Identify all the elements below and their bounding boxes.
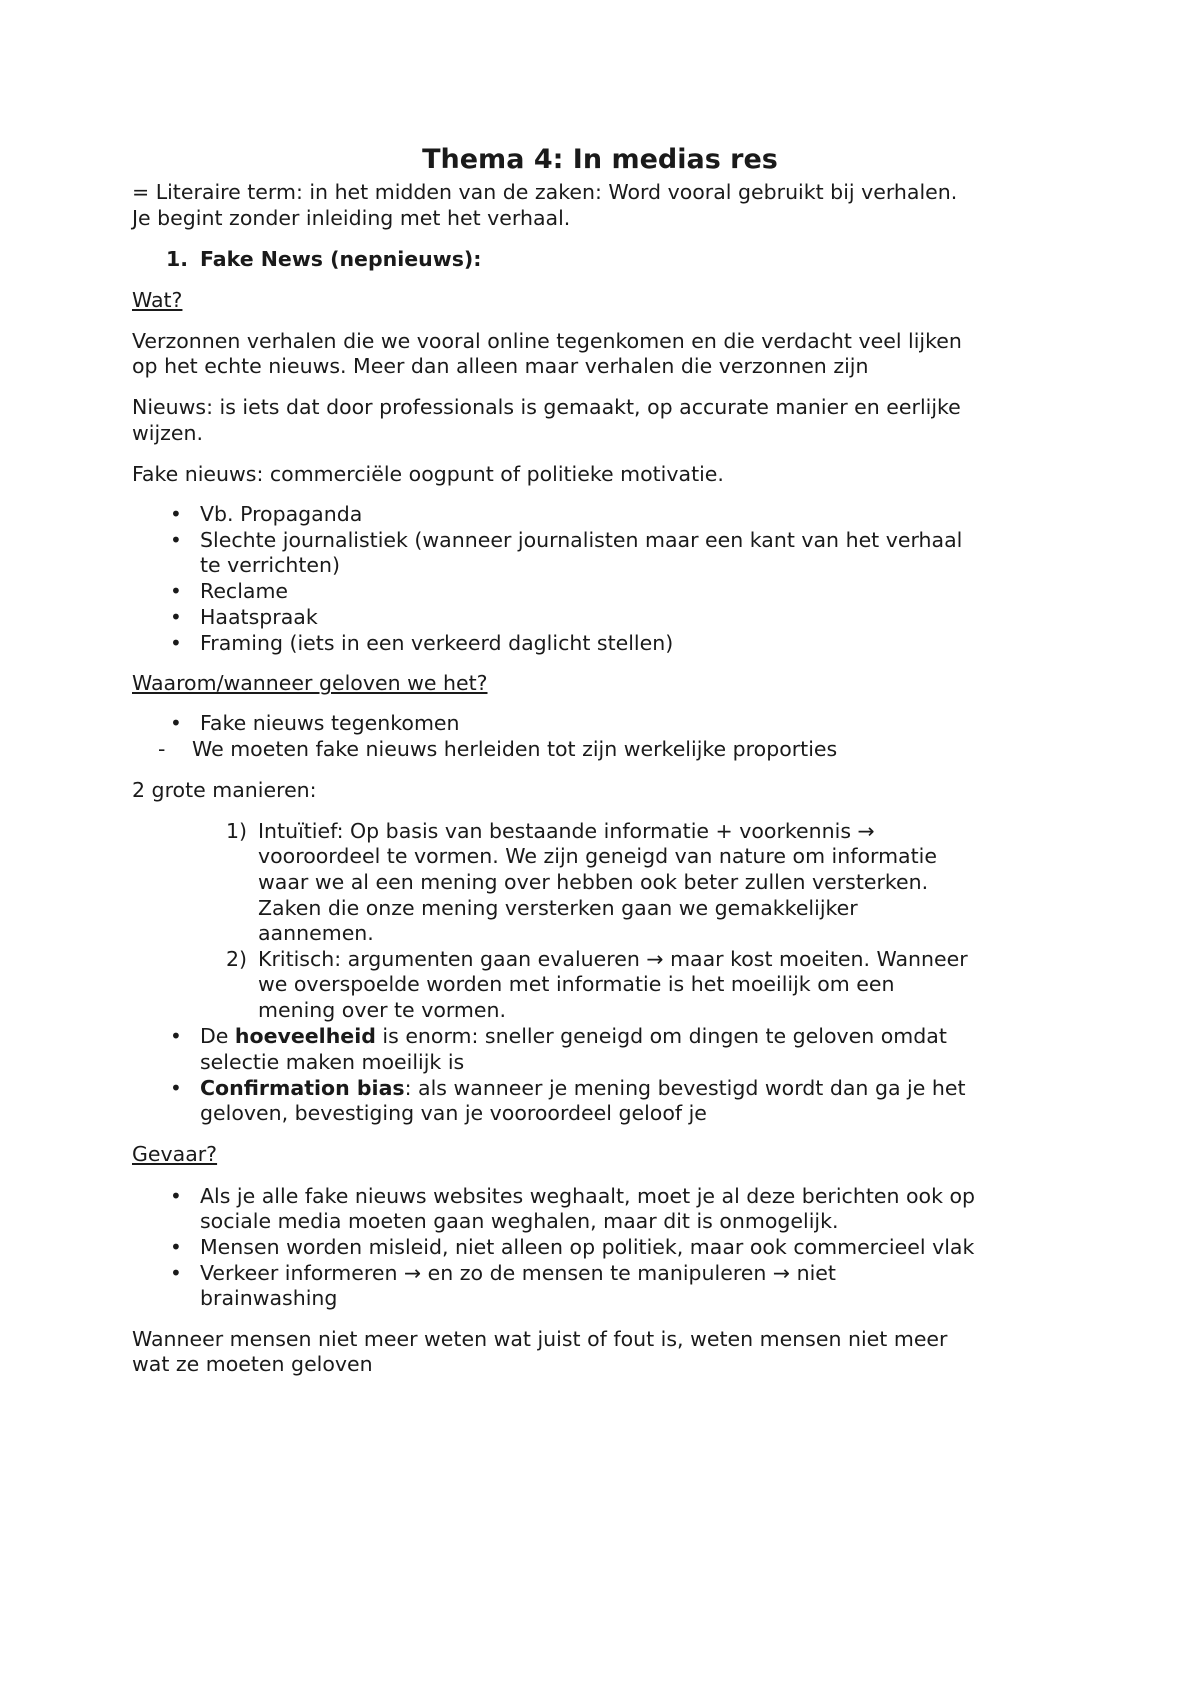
bullet-mark: • [170, 631, 182, 655]
numbered-mark: 1) [226, 819, 248, 843]
numbered-line: waar we al een mening over hebben ook beter zullen versterken. [258, 870, 929, 894]
gevaar-heading: Gevaar? [132, 1142, 218, 1166]
numbered-line: Intuïtief: Op basis van bestaande informatie + voorkennis → [258, 819, 875, 843]
dash-item: We moeten fake nieuws herleiden tot zijn werkelijke proporties [192, 737, 838, 761]
numbered-line: we overspoelde worden met informatie is het moeilijk om een [258, 972, 895, 996]
waarom-heading: Waarom/wanneer geloven we het? [132, 671, 488, 695]
bullet-mark: • [170, 605, 182, 629]
list-item: Framing (iets in een verkeerd daglicht stellen) [200, 631, 674, 655]
list-item: Fake nieuws tegenkomen [200, 711, 460, 735]
numbered-line: Zaken die onze mening versterken gaan we gemakkelijker [258, 896, 858, 920]
bullet-mark: • [170, 528, 182, 552]
intro-line-1: = Literaire term: in het midden van de zaken: Word vooral gebruikt bij verhalen. [132, 180, 958, 204]
paragraph-line: op het echte nieuws. Meer dan alleen maar verhalen die verzonnen zijn [132, 354, 869, 378]
paragraph-line: Wanneer mensen niet meer weten wat juist of fout is, weten mensen niet meer [132, 1327, 948, 1351]
bullet-mark: • [170, 1024, 182, 1048]
paragraph-line: wat ze moeten geloven [132, 1352, 373, 1376]
section-heading: Fake News (nepnieuws): [200, 247, 482, 271]
dash-mark: - [158, 737, 166, 761]
list-item [200, 1075, 966, 1102]
paragraph-line: Verzonnen verhalen die we vooral online tegenkomen en die verdacht veel lijken [132, 329, 962, 353]
list-item-continuation: selectie maken moeilijk is [200, 1050, 465, 1074]
list-item: Mensen worden misleid, niet alleen op politiek, maar ook commercieel vlak [200, 1235, 975, 1259]
numbered-line: mening over te vormen. [258, 998, 507, 1022]
bullet-mark: • [170, 1261, 182, 1285]
list-item-continuation: brainwashing [200, 1286, 338, 1310]
numbered-line: Kritisch: argumenten gaan evalueren → maar kost moeiten. Wanneer [258, 947, 968, 971]
list-item: Verkeer informeren → en zo de mensen te manipuleren → niet [200, 1261, 836, 1285]
list-item: Haatspraak [200, 605, 318, 629]
paragraph-line: Fake nieuws: commerciële oogpunt of politieke motivatie. [132, 462, 724, 486]
numbered-mark: 2) [226, 947, 248, 971]
bullet-mark: • [170, 711, 182, 735]
text-run: is enorm: sneller geneigd om dingen te geloven omdat [375, 1024, 947, 1048]
wat-heading: Wat? [132, 288, 183, 312]
numbered-line: vooroordeel te vormen. We zijn geneigd van nature om informatie [258, 844, 937, 868]
list-item-continuation: te verrichten) [200, 553, 341, 577]
list-item: Als je alle fake nieuws websites weghaalt, moet je al deze berichten ook op [200, 1184, 976, 1208]
bullet-mark: • [170, 1076, 182, 1100]
bold-term: hoeveelheid [234, 1024, 376, 1048]
bullet-mark: • [170, 1235, 182, 1259]
list-item: Reclame [200, 579, 289, 603]
list-item: Vb. Propaganda [200, 502, 363, 526]
page-title: Thema 4: In medias res [422, 144, 778, 175]
paragraph-line: Nieuws: is iets dat door professionals is gemaakt, op accurate manier en eerlijke [132, 395, 961, 419]
paragraph-line: wijzen. [132, 421, 204, 445]
list-item-continuation: sociale media moeten gaan weghalen, maar dit is onmogelijk. [200, 1209, 839, 1233]
bullet-mark: • [170, 502, 182, 526]
bullet-mark: • [170, 1184, 182, 1208]
bullet-mark: • [170, 579, 182, 603]
paragraph-line: 2 grote manieren: [132, 778, 317, 802]
numbered-line: aannemen. [258, 921, 374, 945]
text-run: De [200, 1024, 235, 1048]
bold-term: Confirmation bias [200, 1076, 405, 1100]
list-item: Slechte journalistiek (wanneer journalisten maar een kant van het verhaal [200, 528, 963, 552]
list-item [200, 1023, 947, 1050]
list-item-continuation: geloven, bevestiging van je vooroordeel geloof je [200, 1101, 707, 1125]
section-number: 1. [166, 247, 189, 271]
intro-line-2: Je begint zonder inleiding met het verhaal. [132, 206, 571, 230]
text-run: : als wanneer je mening bevestigd wordt dan ga je het [404, 1076, 966, 1100]
